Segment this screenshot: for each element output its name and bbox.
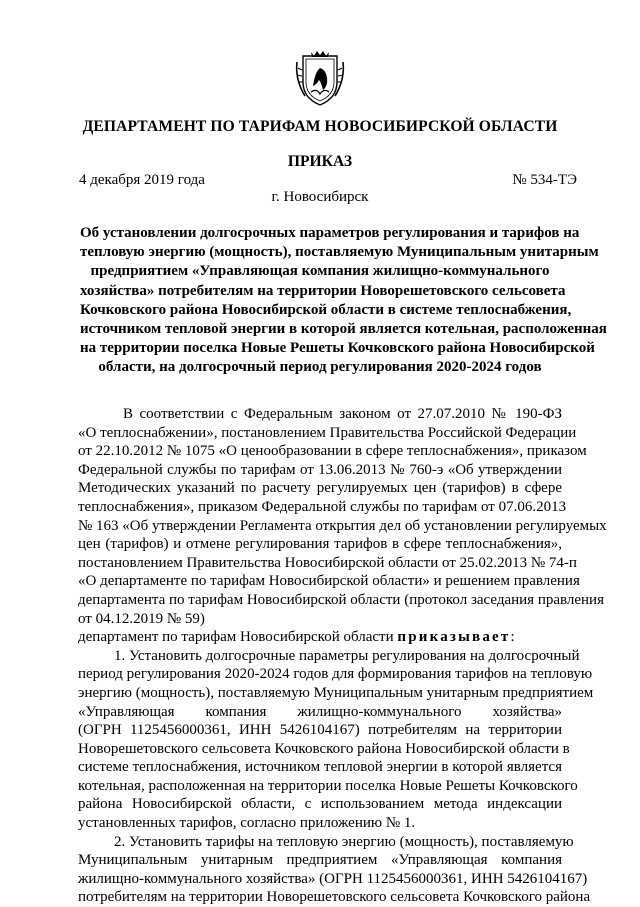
item2-line: потребителям на территории Новорешетовского сельсовета Кочковского района — [78, 889, 591, 906]
preamble-line: постановлением Правительства Новосибирской области от 25.02.2013 № 74-п — [78, 554, 577, 571]
subject-line: Об установлении долгосрочных параметров регулирования и тарифов на — [80, 225, 580, 241]
item1-line: района Новосибирской области, с использованием метода индексации — [78, 796, 562, 813]
item1-line: системе теплоснабжения, источником тепловой энергии в которой является — [78, 759, 562, 776]
item1-line: «Управляющая компания жилищно-коммунального хозяйства» — [78, 703, 562, 720]
order-number: № 534-ТЭ — [512, 172, 577, 188]
item1-line: котельная, расположенная на территории поселка Новые Решеты Кочковского — [78, 777, 578, 794]
item1-line: установленных тарифов, согласно приложению № 1. — [78, 815, 416, 832]
item1-line: энергию (мощность), поставляемую Муниципальным унитарным предприятием — [78, 684, 594, 701]
item1-line: период регулирования 2020-2024 годов для формирования тарифов на тепловую — [78, 666, 593, 683]
order-date: 4 декабря 2019 года — [79, 172, 205, 188]
item2-line: 2. Установить тарифы на тепловую энергию (мощность), поставляемую — [114, 833, 574, 850]
item1-line: 1. Установить долгосрочные параметры регулирования на долгосрочный — [114, 647, 580, 664]
subject-line: тепловую энергию (мощность), поставляемую Муниципальным унитарным — [80, 244, 599, 261]
subject-line: хозяйства» потребителям на территории Новорешетовского сельсовета — [80, 282, 566, 299]
subject-line: на территории поселка Новые Решеты Кочковского района Новосибирской — [80, 340, 595, 357]
decree-prefix: департамент по тарифам Новосибирской области — [78, 629, 394, 646]
item2-line: Муниципальным унитарным предприятием «Управляющая компания — [78, 852, 562, 869]
preamble-line: Методических указаний по расчету регулируемых цен (тарифов) в сфере — [78, 480, 562, 497]
item2-line: жилищно-коммунального хозяйства» (ОГРН 1125456000361, ИНН 5426104167) — [78, 870, 588, 887]
preamble-line: «О департаменте по тарифам Новосибирской области» и решением правления — [78, 573, 580, 590]
decree-line — [78, 628, 562, 647]
preamble-line: № 163 «Об утверждении Регламента открытия дел об установлении регулируемых — [78, 517, 607, 534]
preamble-line: теплоснабжения», приказом Федеральной службы по тарифам от 07.06.2013 — [78, 498, 567, 515]
preamble-line: Федеральной службы по тарифам от 13.06.2013 № 760-э «Об утверждении — [78, 461, 562, 478]
order-city: г. Новосибирск — [271, 189, 369, 205]
subject-line: области, на долгосрочный период регулирования 2020-2024 годов — [98, 359, 542, 376]
order-body — [78, 405, 607, 907]
order-subject — [80, 224, 607, 378]
preamble-line: цен (тарифов) и отмене регулирования тарифов в сфере теплоснабжения», — [78, 536, 562, 553]
subject-line: предприятием «Управляющая компания жилищно-коммунального — [90, 263, 550, 280]
department-name: ДЕПАРТАМЕНТ ПО ТАРИФАМ НОВОСИБИРСКОЙ ОБЛАСТИ — [82, 118, 558, 135]
item1-line: Новорешетовского сельсовета Кочковского района Новосибирской области в — [78, 740, 570, 757]
preamble-line: от 22.10.2012 № 1075 «О ценообразовании в сфере теплоснабжения», приказом — [78, 443, 587, 460]
preamble-line: от 04.12.2019 № 59) — [78, 610, 205, 627]
decree-word: приказывает — [397, 629, 511, 646]
order-title: ПРИКАЗ — [287, 153, 353, 170]
subject-line: источником тепловой энергии в которой является котельная, расположенная — [80, 321, 607, 338]
coat-of-arms-icon — [293, 48, 347, 108]
subject-line: Кочковского района Новосибирской области в системе теплоснабжения, — [80, 301, 572, 318]
preamble-line: «О теплоснабжении», постановлением Правительства Российской Федерации — [78, 424, 577, 441]
decree-suffix: : — [510, 629, 515, 646]
preamble-line: департамента по тарифам Новосибирской области (протокол заседания правления — [78, 591, 604, 608]
item1-line: (ОГРН 1125456000361, ИНН 5426104167) потребителям на территории — [78, 722, 562, 739]
preamble-line: В соответствии с Федеральным законом от 27.07.2010 № 190-ФЗ — [123, 406, 562, 422]
